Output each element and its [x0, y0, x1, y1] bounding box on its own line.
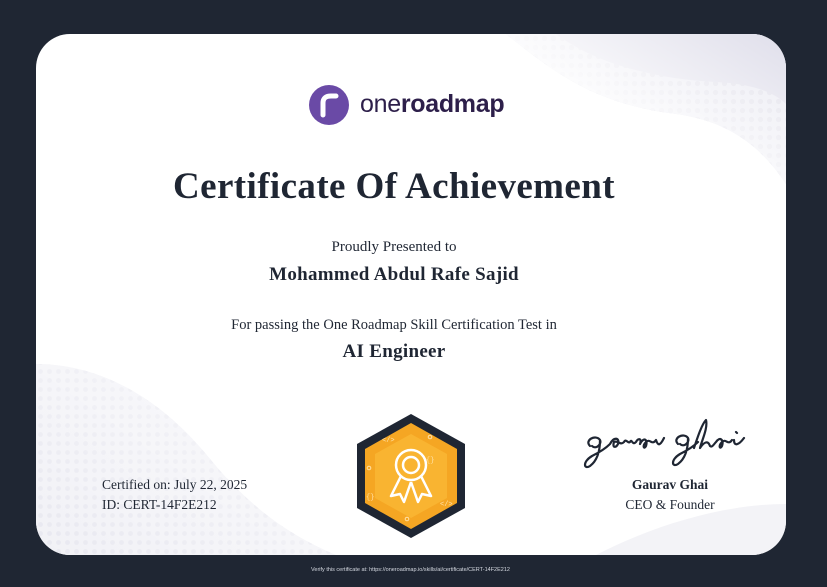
recipient-name: Mohammed Abdul Rafe Sajid — [269, 264, 519, 285]
passing-label: For passing the One Roadmap Skill Certification Test in — [231, 317, 557, 333]
award-badge — [354, 412, 468, 540]
presented-label: Proudly Presented to — [331, 239, 457, 255]
brand-name-bold: roadmap — [400, 90, 505, 118]
svg-text:{}: {} — [426, 457, 435, 465]
signer-name: Gaurav Ghai — [631, 477, 709, 492]
brand-wordmark — [360, 90, 504, 119]
verify-link[interactable]: Verify this certificate at: https://oneroadmap.io/skills/ai/certificate/CERT-14F2E212 — [311, 567, 510, 573]
certificate-id: ID: CERT-14F2E212 — [102, 497, 217, 512]
course-name: AI Engineer — [342, 341, 446, 362]
roadmap-r-logo-icon — [308, 84, 350, 126]
svg-text:{}: {} — [366, 494, 375, 502]
signature-mark — [582, 416, 754, 472]
certificate-title: Certificate Of Achievement — [173, 166, 615, 207]
oneroadmap-logo — [308, 84, 548, 128]
certified-date: Certified on: July 22, 2025 — [102, 477, 248, 492]
brand-name-light: one — [360, 90, 401, 118]
svg-text:</>: </> — [382, 437, 395, 445]
certificate-card — [36, 34, 786, 555]
svg-text:</>: </> — [440, 501, 453, 509]
signer-role: CEO & Founder — [625, 497, 715, 512]
